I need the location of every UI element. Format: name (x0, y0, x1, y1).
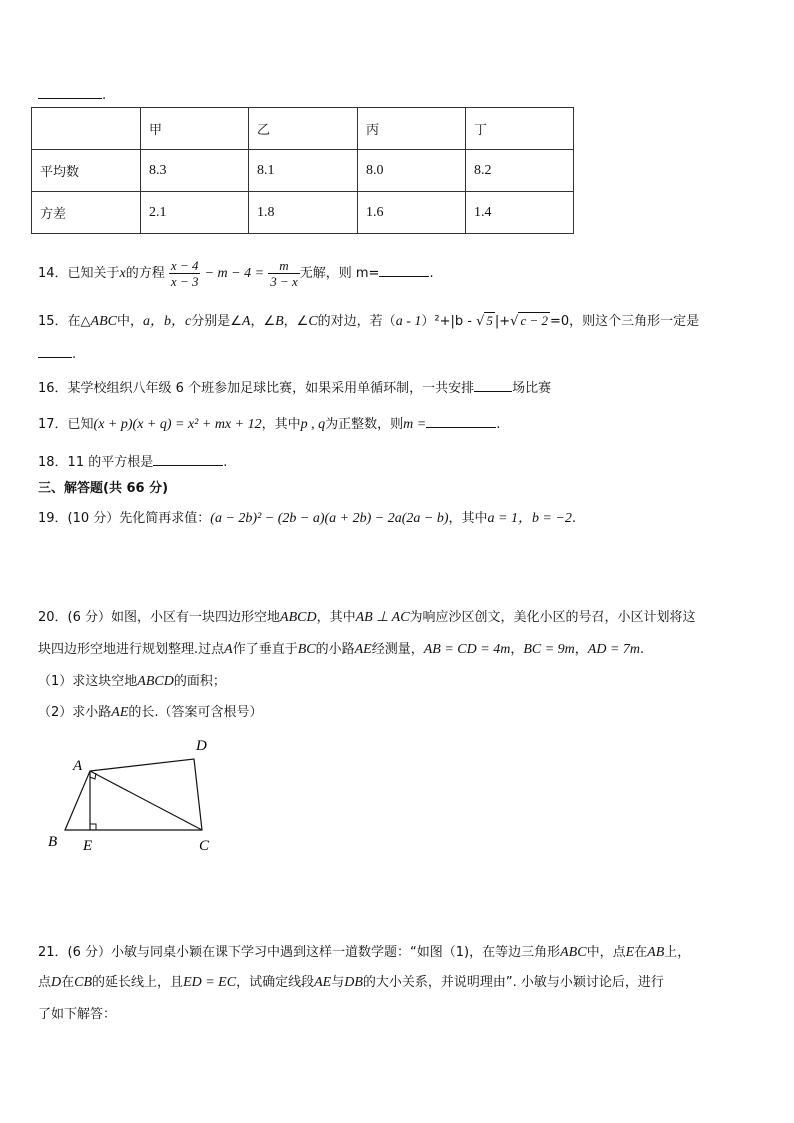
period: . (72, 347, 77, 362)
period: . (571, 511, 576, 526)
side-vars: a，b，c (143, 314, 192, 329)
answer-blank (153, 453, 223, 466)
q20-text: 的面积； (173, 674, 226, 689)
table-row (32, 192, 574, 234)
q15-text: 的对边，若（ (317, 314, 396, 329)
label-c: C (199, 838, 210, 854)
q20-text: ，其中 (316, 610, 356, 625)
header-cell: 甲 (141, 108, 249, 150)
question-20-line-1 (38, 606, 696, 626)
question-21-line-2 (38, 971, 664, 991)
table-cell: 1.4 (466, 192, 574, 234)
segment-cb: CB (74, 975, 93, 990)
q20-text: 20．(6 分）如图，小区有一块四边形空地 (38, 610, 281, 625)
triangle-label: ABC (560, 945, 587, 960)
q14-var-x: x (119, 266, 126, 281)
quad-label: ABCD (137, 674, 174, 689)
label-e: E (83, 838, 93, 854)
question-15 (38, 310, 699, 330)
q21-text: 在 (61, 975, 75, 990)
q16-text: 16．某学校组织八年级 6 个班参加足球比赛，如果采用单循环制，一共安排 (38, 381, 475, 396)
q14-expr: − m − 4 = (204, 266, 265, 281)
question-21-line-1 (38, 941, 690, 961)
period: . (640, 642, 645, 657)
q21-text: 的大小关系，并说明理由”. 小敏与小颖讨论后，进行 (362, 975, 664, 990)
sqrt-symbol: √ (476, 314, 485, 329)
q14-text: 14．已知关于 (38, 266, 120, 281)
period: . (429, 266, 434, 281)
segment-db: DB (344, 975, 363, 990)
q21-text: 点 (38, 975, 52, 990)
table-row (32, 150, 574, 192)
q17-vars: p , q (300, 417, 326, 432)
angle-c: C (308, 314, 318, 329)
answer-blank (38, 345, 72, 358)
q21-text: 中，点 (586, 945, 626, 960)
q17-m: m = (403, 417, 427, 432)
q15-text: ，∠ (283, 314, 309, 329)
sqrt-radicand: c − 2 (520, 313, 548, 328)
header-cell (32, 108, 141, 150)
measure-3: AD = 7m (587, 642, 641, 657)
q20-text: 块四边形空地进行规划整理.过点 (38, 642, 225, 657)
fraction: $\frac{x - 4}{x - 3}$ (170, 258, 199, 289)
blank-end: . (102, 88, 107, 103)
period: . (223, 455, 228, 470)
q19-text: ，其中 (448, 511, 488, 526)
q21-text: 与 (331, 975, 345, 990)
question-14 (38, 258, 434, 289)
q20-subquestion-2 (38, 701, 263, 721)
q21-text: 21．(6 分）小敏与同桌小颖在课下学习中遇到这样一道数学题：“如图（1)，在等边三角形 (38, 945, 561, 960)
table-cell: 1.6 (358, 192, 466, 234)
diagonal-ac (90, 771, 202, 830)
segment-ae: AE (354, 642, 372, 657)
q18-text: 18．11 的平方根是 (38, 455, 154, 470)
triangle-label: ABC (90, 314, 117, 329)
q14-text: 的方程 (125, 266, 165, 281)
measure-1: AB = CD = 4m (423, 642, 511, 657)
label-d: D (196, 738, 207, 754)
q15-text: 15．在△ (38, 314, 91, 329)
question-17 (38, 413, 500, 433)
row-label: 平均数 (32, 150, 141, 192)
header-cell: 丙 (358, 108, 466, 150)
q16-text: 场比赛 (512, 381, 552, 396)
header-cell: 乙 (249, 108, 358, 150)
q14-text: 无解，则 m= (299, 266, 380, 281)
q19-text: 19．(10 分）先化简再求值： (38, 511, 211, 526)
q17-text: 17．已知 (38, 417, 94, 432)
q21-text: 在 (634, 945, 648, 960)
question-16 (38, 377, 551, 396)
q19-expression: (a − 2b)² − (2b − a)(a + 2b) − 2a(2a − b) (210, 511, 449, 526)
q15-text: |+ (494, 314, 511, 329)
point-d: D (51, 975, 62, 990)
segment-ab: AB (647, 945, 665, 960)
answer-blank (474, 379, 512, 392)
stats-table (31, 107, 574, 234)
q17-text: ，其中 (261, 417, 301, 432)
table-cell: 8.3 (141, 150, 249, 192)
table-header-row (32, 108, 574, 150)
section-heading: 三、解答题(共 66 分) (38, 481, 169, 496)
top-answer-line (38, 86, 106, 103)
q21-text: 的延长线上，且 (92, 975, 184, 990)
q20-text: 作了垂直于 (232, 642, 298, 657)
answer-blank (379, 264, 429, 277)
answer-blank (38, 86, 102, 99)
question-18 (38, 451, 227, 470)
question-21-line-3: 了如下解答： (38, 1007, 117, 1022)
q15-text: ）²+|b - (421, 314, 472, 329)
label-a: A (73, 758, 83, 774)
fraction: $\frac{m}{3 - x}$ (270, 258, 298, 289)
answer-blank (426, 415, 496, 428)
quadrilateral-figure (40, 730, 230, 860)
q20-text: （2）求小路 (38, 705, 112, 720)
angle-b: B (275, 314, 284, 329)
question-20-line-2 (38, 638, 644, 658)
q20-text: ， (574, 642, 588, 657)
table-cell: 8.1 (249, 150, 358, 192)
segment-bc: BC (297, 642, 316, 657)
table-cell: 8.2 (466, 150, 574, 192)
q21-text: ，试确定线段 (236, 975, 315, 990)
q20-text: ， (510, 642, 524, 657)
table-cell: 1.8 (249, 192, 358, 234)
right-angle-mark-e (90, 824, 96, 830)
point-e: E (625, 945, 635, 960)
period: . (496, 417, 501, 432)
quad-label: ABCD (280, 610, 317, 625)
q20-text: 的小路 (315, 642, 355, 657)
q15-expr: a - 1 (395, 314, 422, 329)
q15-text: 分别是∠ (191, 314, 242, 329)
sqrt-symbol: √ (510, 314, 519, 329)
label-b: B (48, 834, 58, 850)
segment-ae: AE (314, 975, 332, 990)
q17-text: 为正整数，则 (325, 417, 404, 432)
q21-text: 上， (664, 945, 691, 960)
q15-text: =0，则这个三角形一定是 (549, 314, 700, 329)
q15-text: ，∠ (250, 314, 276, 329)
q20-perp: AB ⊥ AC (355, 610, 410, 625)
q21-equation: ED = EC (183, 975, 237, 990)
q20-text: （1）求这块空地 (38, 674, 138, 689)
header-cell: 丁 (466, 108, 574, 150)
q19-condition: a = 1，b = −2 (487, 511, 572, 526)
angle-a: A (241, 314, 251, 329)
table-cell: 8.0 (358, 150, 466, 192)
q20-subquestion-1 (38, 670, 226, 690)
q20-text: 的长.（答案可含根号） (128, 705, 263, 720)
table-cell: 2.1 (141, 192, 249, 234)
question-19 (38, 507, 576, 527)
q17-equation: (x + p)(x + q) = x² + mx + 12 (93, 417, 262, 432)
q15-answer-line (38, 345, 76, 362)
sqrt-radicand: 5 (486, 313, 493, 328)
q20-text: 为响应沙区创文，美化小区的号召，小区计划将这 (409, 610, 696, 625)
q15-text: 中， (117, 314, 144, 329)
measure-2: BC = 9m (523, 642, 575, 657)
point-a: A (224, 642, 233, 657)
row-label: 方差 (32, 192, 141, 234)
segment-ae: AE (111, 705, 129, 720)
q20-text: 经测量， (371, 642, 424, 657)
